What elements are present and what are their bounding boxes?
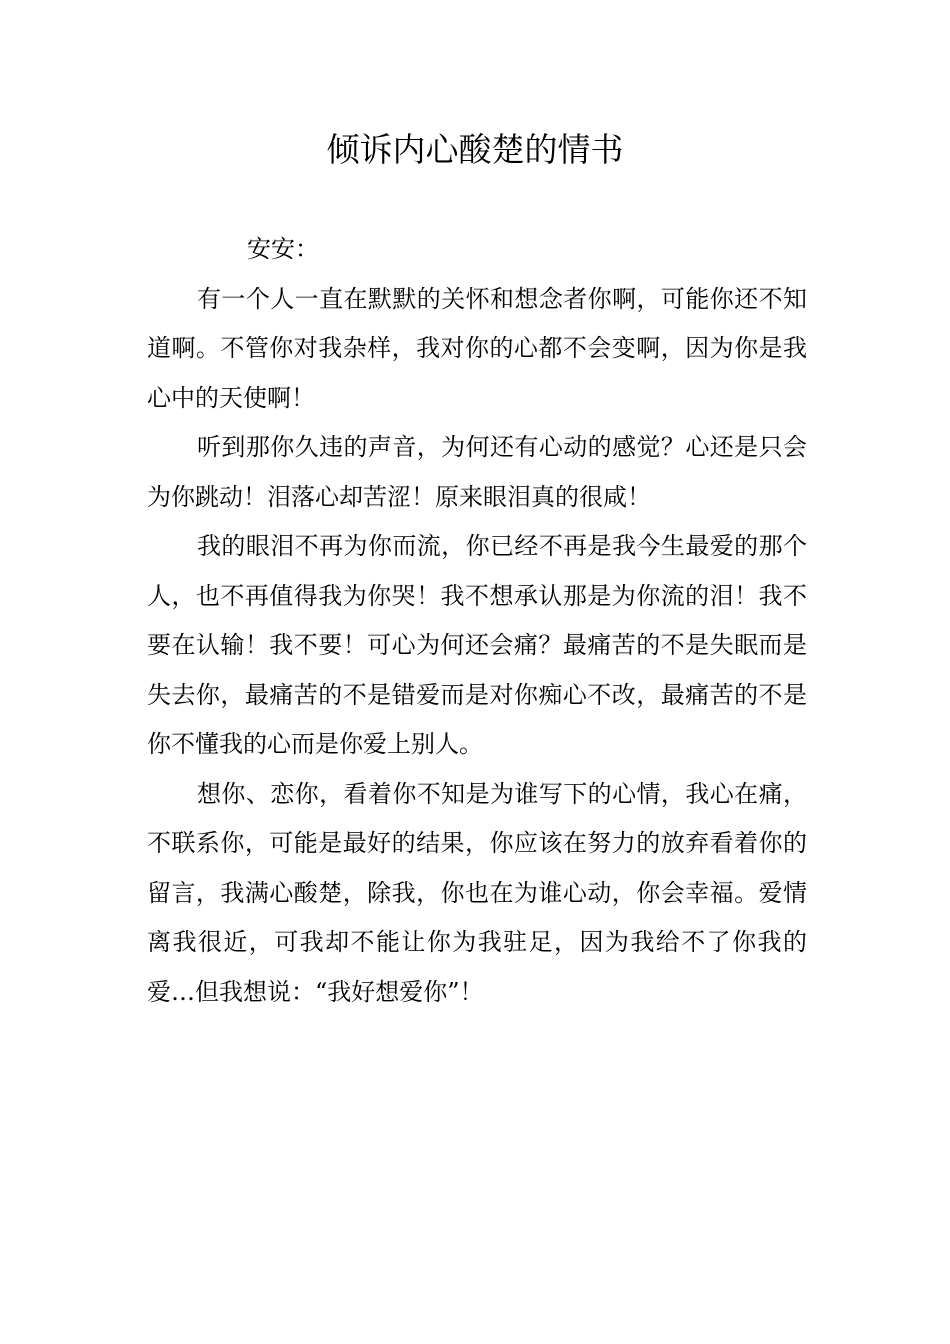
paragraph-3: 我的眼泪不再为你而流，你已经不再是我今生最爱的那个人，也不再值得我为你哭！我不想承认那是为你流的泪！我不要在认输！我不要！可心为何还会痛？最痛苦的不是失眠而是失去你，最痛苦的不是错爱而是对你痴心不改，最痛苦的不是你不懂我的心而是你爱上别人。 <box>147 532 807 758</box>
salutation: 安安： <box>247 235 319 263</box>
paragraph-1: 有一个人一直在默默的关怀和想念者你啊，可能你还不知道啊。不管你对我杂样，我对你的心都不会变啊，因为你是我心中的天使啊！ <box>147 284 807 412</box>
letter-body <box>147 225 807 1017</box>
paragraph-4: 想你、恋你，看着你不知是为谁写下的心情，我心在痛，不联系你，可能是最好的结果，你应该在努力的放弃看着你的留言，我满心酸楚，除我，你也在为谁心动，你会幸福。爱情离我很近，可我却不能让你为我驻足，因为我给不了你我的爱…但我想说：“我好想爱你”！ <box>147 779 807 1006</box>
document-title: 倾诉内心酸楚的情书 <box>326 130 624 169</box>
paragraph-2: 听到那你久违的声音，为何还有心动的感觉？心还是只会为你跳动！泪落心却苦涩！原来眼泪真的很咸！ <box>147 433 807 511</box>
